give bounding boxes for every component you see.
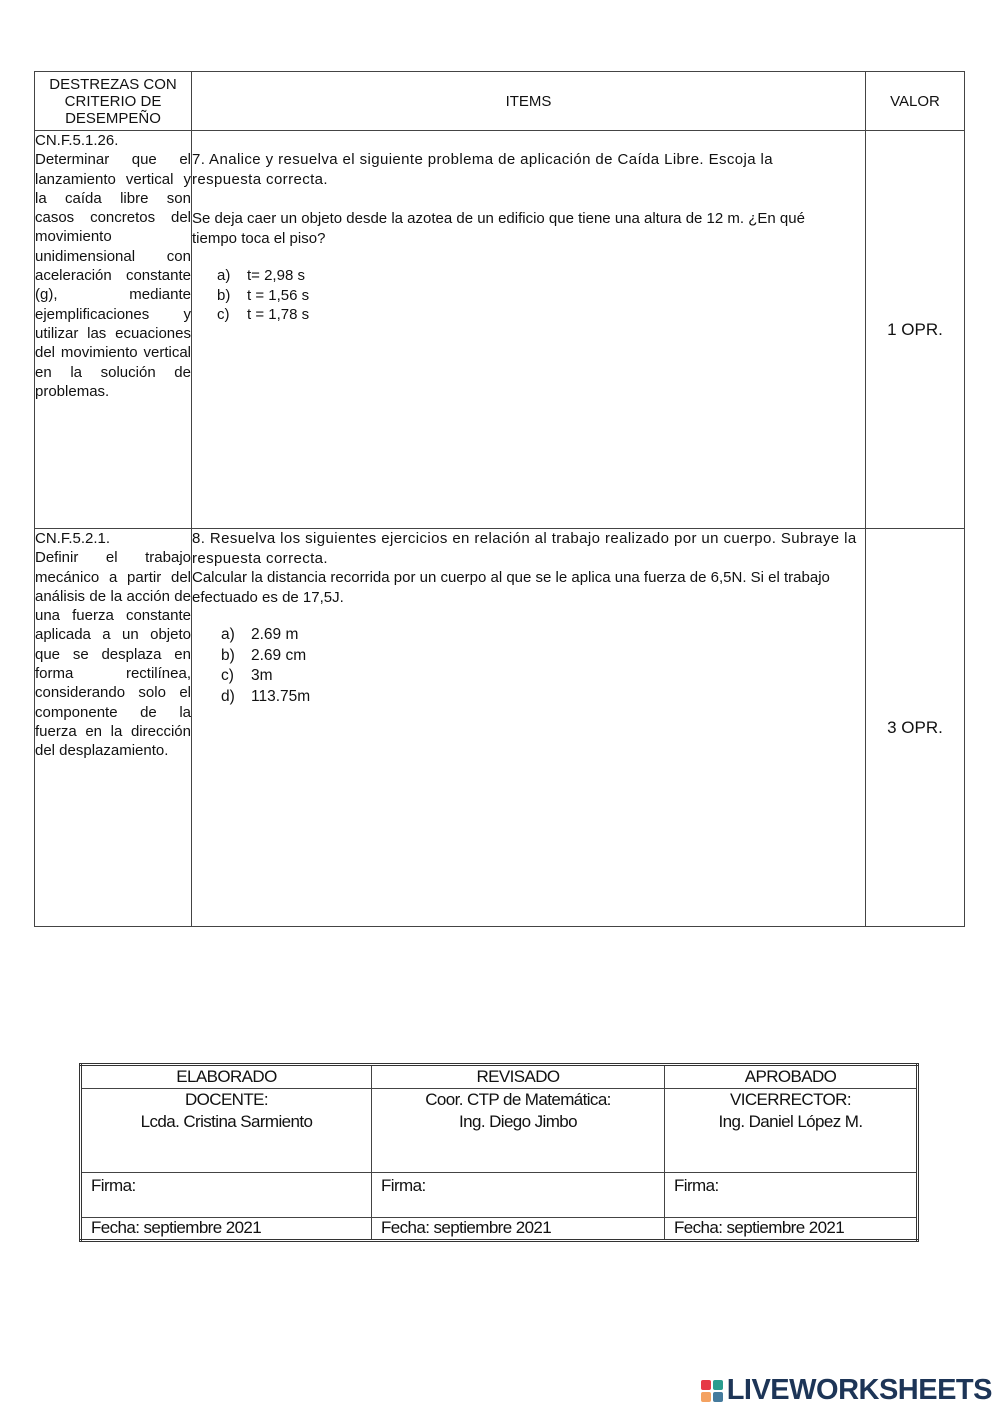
sig-name-cell: [372, 1089, 665, 1172]
signature-table: [79, 1063, 919, 1242]
table-row: [35, 529, 965, 927]
option-c[interactable]: [221, 666, 865, 687]
option-text: 3m: [251, 667, 273, 684]
sig-fecha-cell: Fecha: septiembre 2021: [665, 1217, 918, 1240]
logo-text: LIVEWORKSHEETS: [726, 1374, 992, 1406]
destreza-cell: [35, 529, 192, 927]
signature-name-row: [81, 1089, 918, 1172]
liveworksheets-logo: [701, 1374, 992, 1407]
option-letter: b): [217, 286, 231, 304]
option-c[interactable]: [217, 305, 865, 325]
sig-name-cell: [665, 1089, 918, 1172]
valor-cell: 3 OPR.: [866, 529, 965, 927]
destreza-text: Definir el trabajo mecánico a partir del análisis de la acción de una fuerza constante aplicada a un objeto que se desplaza en forma rectilínea, considerando solo el componente de la fuerza en la dirección del desplazamiento.: [35, 549, 191, 760]
sig-name-cell: [81, 1089, 372, 1172]
option-letter: a): [221, 626, 235, 643]
item-cell: [192, 131, 866, 529]
option-letter: c): [221, 667, 234, 684]
logo-square: [713, 1380, 723, 1390]
logo-square: [713, 1392, 723, 1402]
logo-mark-icon: [701, 1380, 723, 1402]
sig-person: Ing. Diego Jimbo: [459, 1112, 577, 1132]
destreza-code: CN.F.5.1.26.: [35, 132, 119, 149]
sig-header-revisado: REVISADO: [372, 1065, 665, 1089]
sig-fecha-cell: Fecha: septiembre 2021: [372, 1217, 665, 1240]
option-letter: b): [221, 646, 235, 664]
option-text: 2.69 cm: [251, 646, 307, 664]
option-letter: a): [217, 267, 231, 284]
option-text: 113.75m: [251, 687, 311, 705]
header-items: ITEMS: [192, 72, 866, 131]
signature-fecha-row: [81, 1217, 918, 1240]
option-text: 2.69 m: [251, 626, 299, 643]
destreza-code: CN.F.5.2.1.: [35, 530, 111, 547]
question-7-title: 7. Analice y resuelva el siguiente problema de aplicación de Caída Libre. Escoja la respuesta correcta.: [192, 151, 774, 188]
question-7-prompt: Se deja caer un objeto desde la azotea de un edificio que tiene una altura de 12 m. ¿En qué tiempo toca el piso?: [192, 210, 805, 247]
sig-firma-cell: Firma:: [81, 1172, 372, 1217]
option-text: t = 1,56 s: [247, 286, 310, 304]
option-d[interactable]: [221, 687, 865, 708]
sig-person: Ing. Daniel López M.: [718, 1112, 863, 1132]
option-text: t = 1,78 s: [247, 306, 310, 323]
table-header-row: [35, 72, 965, 131]
header-valor: VALOR: [866, 72, 965, 131]
question-8-title: 8. Resuelva los siguientes ejercicios en relación al trabajo realizado por un cuerpo. Subraye la respuesta correcta.: [192, 530, 857, 567]
signature-firma-row: [81, 1172, 918, 1217]
option-b[interactable]: [221, 646, 865, 667]
evaluation-table: [34, 71, 965, 927]
sig-role: VICERRECTOR:: [730, 1090, 851, 1110]
sig-role: Coor. CTP de Matemática:: [425, 1090, 611, 1110]
logo-square: [701, 1380, 711, 1390]
option-letter: c): [217, 306, 230, 323]
table-row: [35, 131, 965, 529]
question-7-options: [192, 266, 865, 325]
sig-person: Lcda. Cristina Sarmiento: [140, 1112, 313, 1132]
sig-firma-cell: Firma:: [665, 1172, 918, 1217]
logo-square: [701, 1392, 711, 1402]
sig-fecha-cell: Fecha: septiembre 2021: [81, 1217, 372, 1240]
sig-role: DOCENTE:: [184, 1090, 269, 1110]
destreza-text: Determinar que el lanzamiento vertical y la caída libre son casos concretos del movimiento unidimensional con aceleración constante (g), mediante ejemplificaciones y utilizar las ecuaciones del movimiento vertical en la solución de problemas.: [35, 151, 191, 400]
valor-cell: 1 OPR.: [866, 131, 965, 529]
option-a[interactable]: [221, 625, 865, 646]
sig-header-aprobado: APROBADO: [665, 1065, 918, 1089]
destreza-cell: [35, 131, 192, 529]
header-destrezas: DESTREZAS CON CRITERIO DE DESEMPEÑO: [35, 72, 192, 131]
signature-header-row: [81, 1065, 918, 1089]
option-text: t= 2,98 s: [247, 267, 305, 284]
sig-header-elaborado: ELABORADO: [81, 1065, 372, 1089]
option-b[interactable]: [217, 286, 865, 306]
option-a[interactable]: [217, 266, 865, 286]
item-cell: [192, 529, 866, 927]
question-8-options: [192, 625, 865, 707]
question-8-prompt: Calcular la distancia recorrida por un cuerpo al que se le aplica una fuerza de 6,5N. Si el trabajo efectuado es de 17,5J.: [192, 569, 830, 606]
option-letter: d): [221, 687, 235, 705]
sig-firma-cell: Firma:: [372, 1172, 665, 1217]
